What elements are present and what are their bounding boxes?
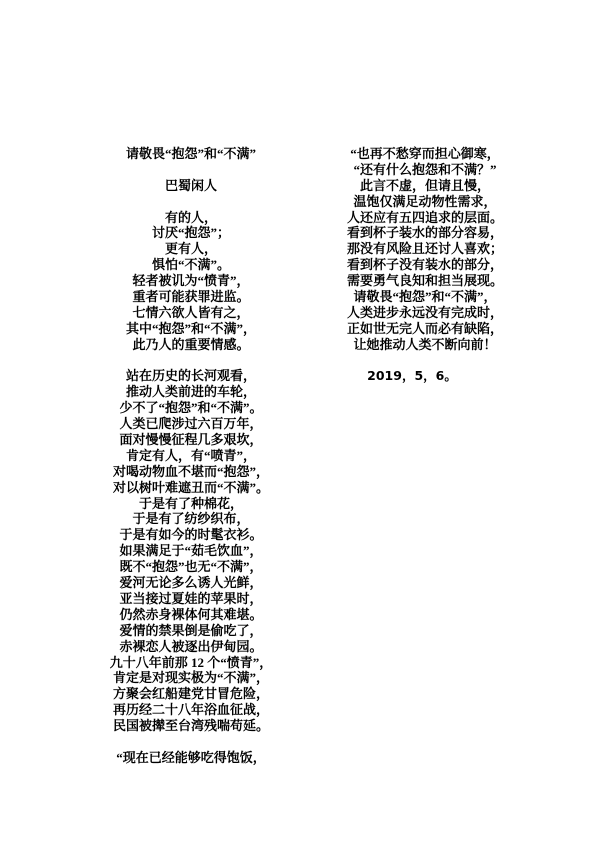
poem-line: 温饱仅满足动物性需求， [353, 193, 497, 209]
poem-line: 看到杯子装水的部分容易， [346, 225, 503, 241]
blank-line [58, 734, 324, 750]
poem-line: 更有人， [164, 241, 217, 257]
poem-line: 肯定是对现实极为“不满”， [112, 670, 269, 686]
blank-line [294, 353, 556, 369]
poem-line: 请敬畏“抱怨”和“不满”， [353, 289, 497, 305]
poem-line: 站在历史的长河观看， [125, 368, 256, 384]
poem-line: 爱情的禁果倒是偷吃了， [119, 622, 263, 638]
poem-line: 此乃人的重要情感。 [132, 336, 250, 352]
blank-line [58, 194, 324, 210]
poem-line: 亚当接过夏娃的苹果时， [119, 590, 263, 606]
poem-line: 正如世无完人而必有缺陷， [346, 320, 503, 336]
poem-line: 看到杯子没有装水的部分， [346, 257, 503, 273]
poem-line: 于是有了纺纱织布， [132, 511, 250, 527]
poem-line: 推动人类前进的车轮， [125, 384, 256, 400]
poem-line: 对以树叶难遮丑而“不满”。 [112, 479, 269, 495]
poem-line: “还有什么抱怨和不满？” [353, 161, 497, 177]
poem-date: 2019，5，6。 [367, 368, 457, 384]
poem-line: 人类进步永远没有完成时， [346, 304, 503, 320]
poem-line: 需要勇气良知和担当展现。 [346, 273, 503, 289]
poem-line: 对喝动物血不堪而“抱怨”， [112, 463, 269, 479]
poem-line: 让她推动人类不断向前！ [353, 336, 497, 352]
poem-line: 人还应有五四追求的层面。 [346, 209, 503, 225]
poem-line: 仍然赤身裸体何其难堪。 [119, 606, 263, 622]
stanza-1 [58, 210, 324, 353]
poem-line: 重者可能获罪进监。 [132, 289, 250, 305]
poem-line: “也再不愁穿而担心御寒， [350, 146, 500, 161]
poem-line: “现在已经能够吃得饱饭， [116, 749, 266, 765]
poem-line: 人类已爬涉过六百万年， [119, 416, 263, 432]
poem-line: 如果满足于“茹毛饮血”， [119, 543, 263, 559]
poem-line: 方聚会红船建党甘冒危险， [112, 686, 269, 702]
poem-line: 面对慢慢征程几多艰坎， [119, 432, 263, 448]
stanza-2 [58, 368, 324, 733]
poem-right-column [294, 146, 556, 384]
stanza-3-continued [294, 146, 556, 353]
poem-line: 肯定有人，有“喷青”， [125, 447, 256, 463]
poem-line: 少不了“抱怨”和“不满”。 [119, 400, 263, 416]
blank-line [58, 353, 324, 369]
poem-line: 既不“抱怨”也无“不满”， [119, 559, 263, 575]
poem-author: 巴蜀闲人 [164, 177, 217, 193]
poem-line: 轻者被讥为“愤青”， [132, 273, 250, 289]
poem-line: 讨厌“抱怨”； [151, 225, 230, 241]
blank-line [58, 162, 324, 178]
poem-line: 民国被撵至台湾残喘苟延。 [112, 718, 269, 734]
poem-line: 其中“抱怨”和“不满”， [125, 320, 256, 336]
poem-left-column [58, 146, 324, 766]
stanza-3-opening [58, 750, 324, 766]
poem-line: 七情六欲人皆有之， [132, 304, 250, 320]
poem-line: 九十八年前那 12 个“愤青”， [109, 654, 273, 670]
poem-line: 爱河无论多么诱人光鲜， [119, 575, 263, 591]
poem-line: 那没有风险且还讨人喜欢； [346, 241, 503, 257]
poem-line: 有的人， [164, 209, 217, 225]
poem-line: 赤裸恋人被逐出伊甸园。 [119, 638, 263, 654]
poem-line: 此言不虚，但请且慢， [359, 177, 490, 193]
poem-line: 再历经二十八年浴血征战， [112, 702, 269, 718]
poem-title: 请敬畏“抱怨”和“不满” [125, 146, 256, 161]
poem-line: 于是有如今的时髦衣衫。 [119, 527, 263, 543]
poem-line: 于是有了种棉花， [138, 495, 243, 511]
poem-line: 惧怕“不满”。 [151, 257, 230, 273]
